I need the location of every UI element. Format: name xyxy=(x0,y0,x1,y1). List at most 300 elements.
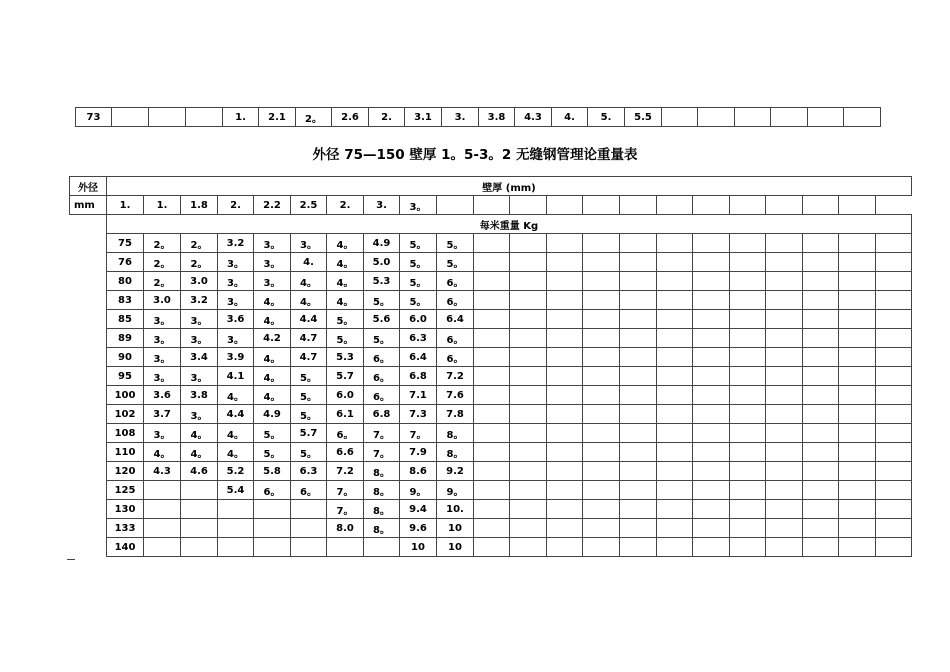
thickness-cell xyxy=(657,196,693,215)
weight-cell xyxy=(474,234,510,253)
weight-cell xyxy=(876,500,912,519)
weight-cell: 8。 xyxy=(437,443,474,462)
weight-cell: 4。 xyxy=(254,386,291,405)
weight-cell xyxy=(510,253,547,272)
weight-cell xyxy=(803,462,839,481)
weight-cell xyxy=(766,367,803,386)
table-cell xyxy=(771,108,808,127)
weight-cell xyxy=(693,367,730,386)
weight-cell: 3。 xyxy=(181,405,218,424)
header-row-1 xyxy=(70,177,912,196)
weight-cell xyxy=(839,443,876,462)
weight-cell: 6。 xyxy=(437,291,474,310)
weight-cell xyxy=(876,519,912,538)
table-cell: 4. xyxy=(552,108,588,127)
weight-cell xyxy=(876,443,912,462)
weight-cell: 4.4 xyxy=(218,405,254,424)
table-cell xyxy=(112,108,149,127)
weight-cell: 4。 xyxy=(254,291,291,310)
thickness-cell: 1.8 xyxy=(181,196,218,215)
weight-cell xyxy=(730,348,766,367)
weight-cell xyxy=(474,291,510,310)
weight-cell xyxy=(657,519,693,538)
table-row xyxy=(70,443,912,462)
od-cell: 120 xyxy=(107,462,144,481)
weight-cell xyxy=(876,291,912,310)
weight-cell: 5。 xyxy=(400,234,437,253)
weight-cell: 8。 xyxy=(364,481,400,500)
weight-cell xyxy=(583,253,620,272)
weight-cell: 6。 xyxy=(437,272,474,291)
weight-cell xyxy=(510,329,547,348)
table-row xyxy=(70,348,912,367)
weight-cell xyxy=(474,272,510,291)
thickness-cell xyxy=(547,196,583,215)
weight-cell xyxy=(583,310,620,329)
weight-cell: 6.8 xyxy=(400,367,437,386)
weight-cell: 8.6 xyxy=(400,462,437,481)
weight-cell: 3。 xyxy=(291,234,327,253)
weight-cell xyxy=(876,310,912,329)
weight-cell xyxy=(657,329,693,348)
weight-cell xyxy=(766,481,803,500)
weight-cell xyxy=(583,386,620,405)
weight-cell xyxy=(803,519,839,538)
table-cell: 2.1 xyxy=(259,108,296,127)
blank-cell xyxy=(70,405,107,424)
table-row xyxy=(70,234,912,253)
weight-cell xyxy=(474,462,510,481)
blank-cell xyxy=(70,291,107,310)
weight-cell xyxy=(657,272,693,291)
weight-cell xyxy=(839,462,876,481)
weight-cell xyxy=(839,234,876,253)
weight-cell: 4.2 xyxy=(254,329,291,348)
weight-cell xyxy=(766,310,803,329)
weight-cell xyxy=(620,386,657,405)
table-row xyxy=(70,424,912,443)
weight-cell: 4.6 xyxy=(181,462,218,481)
weight-cell xyxy=(547,538,583,557)
thickness-cell: 1. xyxy=(107,196,144,215)
weight-cell xyxy=(803,405,839,424)
table-cell: 2.6 xyxy=(332,108,369,127)
weight-cell xyxy=(620,253,657,272)
table-cell xyxy=(808,108,844,127)
weight-cell: 4。 xyxy=(327,253,364,272)
weight-cell: 5。 xyxy=(327,310,364,329)
weight-cell: 7.2 xyxy=(327,462,364,481)
weight-cell: 6。 xyxy=(364,348,400,367)
od-cell: 110 xyxy=(107,443,144,462)
thickness-cell xyxy=(839,196,876,215)
table-cell xyxy=(844,108,881,127)
weight-cell xyxy=(803,234,839,253)
weight-cell xyxy=(510,405,547,424)
weight-cell: 5。 xyxy=(254,443,291,462)
weight-cell xyxy=(474,519,510,538)
od-cell: 80 xyxy=(107,272,144,291)
table-cell xyxy=(735,108,771,127)
weight-cell xyxy=(657,348,693,367)
weight-cell xyxy=(620,367,657,386)
weight-cell xyxy=(583,424,620,443)
weight-cell: 5。 xyxy=(364,329,400,348)
weight-cell xyxy=(583,234,620,253)
weight-cell xyxy=(510,310,547,329)
od-cell: 76 xyxy=(107,253,144,272)
weight-cell: 3。 xyxy=(144,424,181,443)
weight-cell xyxy=(620,538,657,557)
weight-cell: 5。 xyxy=(437,234,474,253)
weight-cell xyxy=(474,481,510,500)
thickness-cell xyxy=(730,196,766,215)
weight-cell: 3.0 xyxy=(181,272,218,291)
weight-cell: 8。 xyxy=(364,500,400,519)
weight-cell xyxy=(693,481,730,500)
table-row xyxy=(70,481,912,500)
weight-cell xyxy=(620,348,657,367)
weight-cell xyxy=(510,519,547,538)
weight-cell xyxy=(839,386,876,405)
weight-cell: 10 xyxy=(400,538,437,557)
table-cell: 1. xyxy=(223,108,259,127)
table-cell: 5. xyxy=(588,108,625,127)
weight-cell: 4。 xyxy=(327,291,364,310)
weight-cell xyxy=(620,424,657,443)
weight-cell: 4。 xyxy=(218,443,254,462)
weight-cell: 4。 xyxy=(181,443,218,462)
weight-cell: 7.2 xyxy=(437,367,474,386)
weight-cell: 4。 xyxy=(327,234,364,253)
weight-cell xyxy=(181,538,218,557)
weight-cell xyxy=(474,329,510,348)
weight-cell xyxy=(657,386,693,405)
thickness-cell xyxy=(620,196,657,215)
weight-cell: 3。 xyxy=(218,253,254,272)
weight-cell xyxy=(839,500,876,519)
weight-cell: 5。 xyxy=(291,367,327,386)
weight-cell: 5.8 xyxy=(254,462,291,481)
weight-cell xyxy=(730,234,766,253)
weight-cell: 3.7 xyxy=(144,405,181,424)
weight-cell: 3.0 xyxy=(144,291,181,310)
table-row xyxy=(70,367,912,386)
blank-cell xyxy=(70,538,107,557)
weight-cell: 9。 xyxy=(437,481,474,500)
weight-cell xyxy=(254,538,291,557)
weight-cell: 6。 xyxy=(291,481,327,500)
thickness-cell xyxy=(510,196,547,215)
blank-cell xyxy=(70,462,107,481)
thickness-cell xyxy=(803,196,839,215)
weight-cell xyxy=(218,519,254,538)
od-cell: 75 xyxy=(107,234,144,253)
weight-cell: 3。 xyxy=(218,291,254,310)
weight-cell xyxy=(547,291,583,310)
weight-cell xyxy=(803,424,839,443)
blank-cell xyxy=(70,329,107,348)
weight-cell xyxy=(730,329,766,348)
weight-cell xyxy=(803,481,839,500)
table-cell: 5.5 xyxy=(625,108,662,127)
weight-cell: 5。 xyxy=(400,272,437,291)
weight-cell: 6。 xyxy=(364,386,400,405)
weight-cell xyxy=(730,538,766,557)
weight-cell xyxy=(547,519,583,538)
weight-cell: 8。 xyxy=(364,462,400,481)
weight-cell xyxy=(693,348,730,367)
table-cell xyxy=(149,108,186,127)
weight-cell xyxy=(839,519,876,538)
weight-cell xyxy=(839,253,876,272)
weight-cell xyxy=(620,481,657,500)
weight-cell xyxy=(547,272,583,291)
weight-cell xyxy=(583,538,620,557)
weight-cell: 10. xyxy=(437,500,474,519)
weight-cell: 6.0 xyxy=(327,386,364,405)
thickness-cell xyxy=(583,196,620,215)
weight-cell: 4.9 xyxy=(364,234,400,253)
weight-cell: 3.8 xyxy=(181,386,218,405)
blank-cell xyxy=(70,348,107,367)
weight-cell xyxy=(730,481,766,500)
weight-table xyxy=(69,176,912,557)
weight-cell xyxy=(657,253,693,272)
thickness-cell xyxy=(437,196,474,215)
weight-cell xyxy=(218,500,254,519)
weight-cell xyxy=(876,253,912,272)
weight-cell xyxy=(583,481,620,500)
weight-cell xyxy=(693,234,730,253)
weight-cell xyxy=(876,424,912,443)
weight-cell xyxy=(876,538,912,557)
weight-cell xyxy=(730,519,766,538)
weight-cell xyxy=(657,462,693,481)
table-row xyxy=(70,386,912,405)
weight-cell xyxy=(839,405,876,424)
header-row-3 xyxy=(70,215,912,234)
weight-cell: 2。 xyxy=(144,253,181,272)
weight-cell xyxy=(474,253,510,272)
weight-cell xyxy=(583,405,620,424)
weight-cell: 3.6 xyxy=(144,386,181,405)
blank-cell xyxy=(70,253,107,272)
weight-cell xyxy=(291,538,327,557)
weight-cell: 6.0 xyxy=(400,310,437,329)
weight-cell: 3.6 xyxy=(218,310,254,329)
weight-cell: 5。 xyxy=(400,291,437,310)
weight-cell xyxy=(839,329,876,348)
weight-cell xyxy=(474,348,510,367)
weight-cell xyxy=(510,462,547,481)
weight-cell xyxy=(510,367,547,386)
weight-cell xyxy=(730,386,766,405)
weight-cell xyxy=(730,405,766,424)
table-row xyxy=(70,462,912,481)
thickness-label: 壁厚 (mm) xyxy=(107,177,912,196)
weight-cell xyxy=(181,481,218,500)
weight-cell: 5.2 xyxy=(218,462,254,481)
weight-cell: 6。 xyxy=(437,348,474,367)
blank-cell xyxy=(70,386,107,405)
weight-cell xyxy=(803,386,839,405)
weight-cell xyxy=(839,310,876,329)
weight-cell xyxy=(693,500,730,519)
weight-cell: 2。 xyxy=(181,234,218,253)
blank-cell xyxy=(70,500,107,519)
table-cell: 4.3 xyxy=(515,108,552,127)
weight-cell xyxy=(474,405,510,424)
weight-cell: 7。 xyxy=(327,500,364,519)
blank-cell xyxy=(70,310,107,329)
weight-cell: 5。 xyxy=(364,291,400,310)
od-cell: 95 xyxy=(107,367,144,386)
weight-cell xyxy=(510,481,547,500)
od-cell: 130 xyxy=(107,500,144,519)
weight-cell: 3.2 xyxy=(218,234,254,253)
weight-cell xyxy=(583,500,620,519)
weight-cell: 2。 xyxy=(144,272,181,291)
weight-cell: 7。 xyxy=(400,424,437,443)
weight-cell: 5。 xyxy=(291,405,327,424)
weight-cell xyxy=(803,253,839,272)
weight-cell xyxy=(766,405,803,424)
weight-cell xyxy=(876,462,912,481)
weight-cell xyxy=(730,272,766,291)
weight-cell: 5.6 xyxy=(364,310,400,329)
weight-cell xyxy=(730,367,766,386)
weight-cell xyxy=(510,538,547,557)
weight-cell: 3.4 xyxy=(181,348,218,367)
table-row xyxy=(70,253,912,272)
weight-cell xyxy=(766,519,803,538)
weight-cell xyxy=(766,424,803,443)
weight-cell xyxy=(803,443,839,462)
weight-cell xyxy=(693,310,730,329)
weight-cell xyxy=(474,443,510,462)
weight-cell: 4。 xyxy=(144,443,181,462)
table-cell: 3. xyxy=(442,108,479,127)
table-cell xyxy=(698,108,735,127)
weight-cell xyxy=(803,329,839,348)
weight-cell xyxy=(803,367,839,386)
weight-cell xyxy=(547,329,583,348)
od-label: 外径 xyxy=(70,177,107,196)
weight-cell xyxy=(254,500,291,519)
od-cell: 108 xyxy=(107,424,144,443)
weight-cell: 3。 xyxy=(144,367,181,386)
weight-cell xyxy=(327,538,364,557)
weight-cell xyxy=(766,462,803,481)
weight-cell xyxy=(839,424,876,443)
weight-cell xyxy=(254,519,291,538)
weight-cell xyxy=(693,272,730,291)
weight-cell xyxy=(876,234,912,253)
weight-cell: 6。 xyxy=(364,367,400,386)
weight-cell: 3。 xyxy=(254,253,291,272)
weight-cell: 4.1 xyxy=(218,367,254,386)
weight-cell xyxy=(583,272,620,291)
table-row xyxy=(70,500,912,519)
weight-cell: 3。 xyxy=(181,367,218,386)
weight-cell xyxy=(181,519,218,538)
blank-cell xyxy=(70,519,107,538)
weight-cell xyxy=(144,481,181,500)
weight-cell xyxy=(766,253,803,272)
weight-cell xyxy=(620,310,657,329)
thickness-cell: 3。 xyxy=(400,196,437,215)
weight-cell xyxy=(620,329,657,348)
weight-cell: 8。 xyxy=(437,424,474,443)
od-cell: 125 xyxy=(107,481,144,500)
weight-cell: 7。 xyxy=(364,443,400,462)
weight-cell: 7。 xyxy=(327,481,364,500)
weight-cell xyxy=(693,405,730,424)
weight-cell: 3。 xyxy=(218,272,254,291)
blank-cell xyxy=(70,272,107,291)
weight-cell xyxy=(730,291,766,310)
weight-cell xyxy=(657,424,693,443)
weight-cell xyxy=(620,443,657,462)
table-row xyxy=(76,108,881,127)
weight-cell: 6.6 xyxy=(327,443,364,462)
thickness-cell: 2. xyxy=(218,196,254,215)
weight-cell xyxy=(510,500,547,519)
weight-cell: 3。 xyxy=(144,329,181,348)
weight-cell xyxy=(876,329,912,348)
weight-cell xyxy=(547,386,583,405)
weight-cell xyxy=(803,272,839,291)
weight-cell xyxy=(547,424,583,443)
weight-cell: 4。 xyxy=(218,386,254,405)
weight-cell: 7.8 xyxy=(437,405,474,424)
weight-cell: 3。 xyxy=(218,329,254,348)
weight-cell xyxy=(693,519,730,538)
weight-cell xyxy=(474,310,510,329)
weight-cell xyxy=(803,348,839,367)
weight-cell xyxy=(766,329,803,348)
weight-cell xyxy=(620,519,657,538)
weight-cell xyxy=(547,253,583,272)
weight-cell xyxy=(766,234,803,253)
weight-cell: 9.2 xyxy=(437,462,474,481)
divider-line xyxy=(67,559,75,560)
blank-cell xyxy=(70,443,107,462)
weight-cell: 4。 xyxy=(254,367,291,386)
table-cell: 3.1 xyxy=(405,108,442,127)
weight-cell: 4。 xyxy=(254,310,291,329)
weight-cell xyxy=(547,443,583,462)
weight-cell: 6.8 xyxy=(364,405,400,424)
weight-cell xyxy=(291,519,327,538)
od-cell: 85 xyxy=(107,310,144,329)
od-cell: 102 xyxy=(107,405,144,424)
weight-cell xyxy=(547,405,583,424)
weight-cell xyxy=(803,500,839,519)
weight-cell: 4.4 xyxy=(291,310,327,329)
weight-cell: 4。 xyxy=(218,424,254,443)
weight-cell xyxy=(839,348,876,367)
weight-cell xyxy=(474,500,510,519)
thickness-cell: 2.5 xyxy=(291,196,327,215)
weight-cell xyxy=(547,481,583,500)
weight-cell: 4。 xyxy=(254,348,291,367)
weight-cell xyxy=(766,386,803,405)
weight-cell xyxy=(474,424,510,443)
weight-cell xyxy=(510,424,547,443)
weight-cell xyxy=(693,329,730,348)
